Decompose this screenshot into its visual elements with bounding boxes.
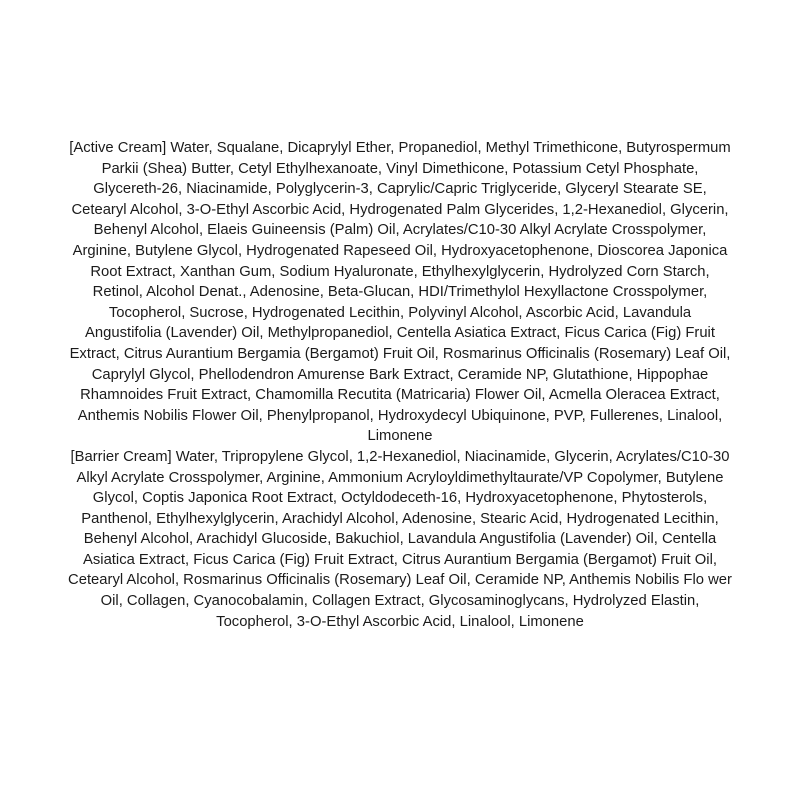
ingredients-line: Anthemis Nobilis Flower Oil, Phenylpropanol, Hydroxydecyl Ubiquinone, PVP, Fullerenes, Linalool,: [77, 407, 723, 424]
ingredients-line: Glycol, Coptis Japonica Root Extract, Octyldodeceth-16, Hydroxyacetophenone, Phytosterols,: [92, 490, 708, 507]
ingredients-line: Parkii (Shea) Butter, Cetyl Ethylhexanoate, Vinyl Dimethicone, Potassium Cetyl Phosphate,: [101, 160, 699, 177]
ingredients-line: Oil, Collagen, Cyanocobalamin, Collagen Extract, Glycosaminoglycans, Hydrolyzed Elastin,: [100, 593, 700, 610]
ingredients-line: Caprylyl Glycol, Phellodendron Amurense Bark Extract, Ceramide NP, Glutathione, Hippophae: [91, 366, 709, 383]
ingredients-line: Behenyl Alcohol, Elaeis Guineensis (Palm) Oil, Acrylates/C10-30 Alkyl Acrylate Crosspolymer,: [93, 222, 707, 239]
ingredients-line: Arginine, Butylene Glycol, Hydrogenated Rapeseed Oil, Hydroxyacetophenone, Dioscorea Japonica: [72, 242, 728, 259]
ingredients-line: Retinol, Alcohol Denat., Adenosine, Beta-Glucan, HDI/Trimethylol Hexyllactone Crosspolymer,: [92, 284, 708, 301]
ingredients-list: [10, 138, 790, 632]
ingredients-line: Limonene: [367, 428, 433, 445]
ingredients-line: Panthenol, Ethylhexylglycerin, Arachidyl Alcohol, Adenosine, Stearic Acid, Hydrogenated Lecithin,: [81, 510, 719, 527]
ingredients-line: Alkyl Acrylate Crosspolymer, Arginine, Ammonium Acryloyldimethyltaurate/VP Copolymer, Butylene: [76, 469, 724, 486]
ingredients-line: Extract, Citrus Aurantium Bergamia (Bergamot) Fruit Oil, Rosmarinus Officinalis (Rosemary) Leaf Oil,: [69, 345, 731, 362]
ingredients-line: Glycereth-26, Niacinamide, Polyglycerin-3, Caprylic/Capric Triglyceride, Glyceryl Stearate SE,: [93, 181, 707, 198]
ingredients-line: Tocopherol, 3-O-Ethyl Ascorbic Acid, Linalool, Limonene: [216, 613, 584, 630]
ingredients-line: Root Extract, Xanthan Gum, Sodium Hyaluronate, Ethylhexylglycerin, Hydrolyzed Corn Starch,: [90, 263, 710, 280]
ingredients-line: Asiatica Extract, Ficus Carica (Fig) Fruit Extract, Citrus Aurantium Bergamia (Bergamot) Fruit Oil,: [83, 551, 717, 568]
ingredients-line: [Active Cream] Water, Squalane, Dicaprylyl Ether, Propanediol, Methyl Trimethicone, Butyrospermum: [69, 140, 731, 156]
ingredients-line: Behenyl Alcohol, Arachidyl Glucoside, Bakuchiol, Lavandula Angustifolia (Lavender) Oil, Centella: [83, 531, 717, 548]
ingredients-line: Cetearyl Alcohol, Rosmarinus Officinalis (Rosemary) Leaf Oil, Ceramide NP, Anthemis Nobilis Flo wer: [68, 572, 732, 589]
ingredients-line: Angustifolia (Lavender) Oil, Methylpropanediol, Centella Asiatica Extract, Ficus Carica (Fig) Fruit: [85, 325, 715, 342]
ingredients-line: Rhamnoides Fruit Extract, Chamomilla Recutita (Matricaria) Flower Oil, Acmella Oleracea Extract,: [80, 387, 720, 404]
ingredients-line: [Barrier Cream] Water, Tripropylene Glycol, 1,2-Hexanediol, Niacinamide, Glycerin, Acrylates/C10-30: [70, 448, 730, 465]
ingredients-line: Tocopherol, Sucrose, Hydrogenated Lecithin, Polyvinyl Alcohol, Ascorbic Acid, Lavandula: [108, 304, 692, 321]
ingredients-line: Cetearyl Alcohol, 3-O-Ethyl Ascorbic Acid, Hydrogenated Palm Glycerides, 1,2-Hexanediol, Glycerin,: [71, 201, 729, 218]
